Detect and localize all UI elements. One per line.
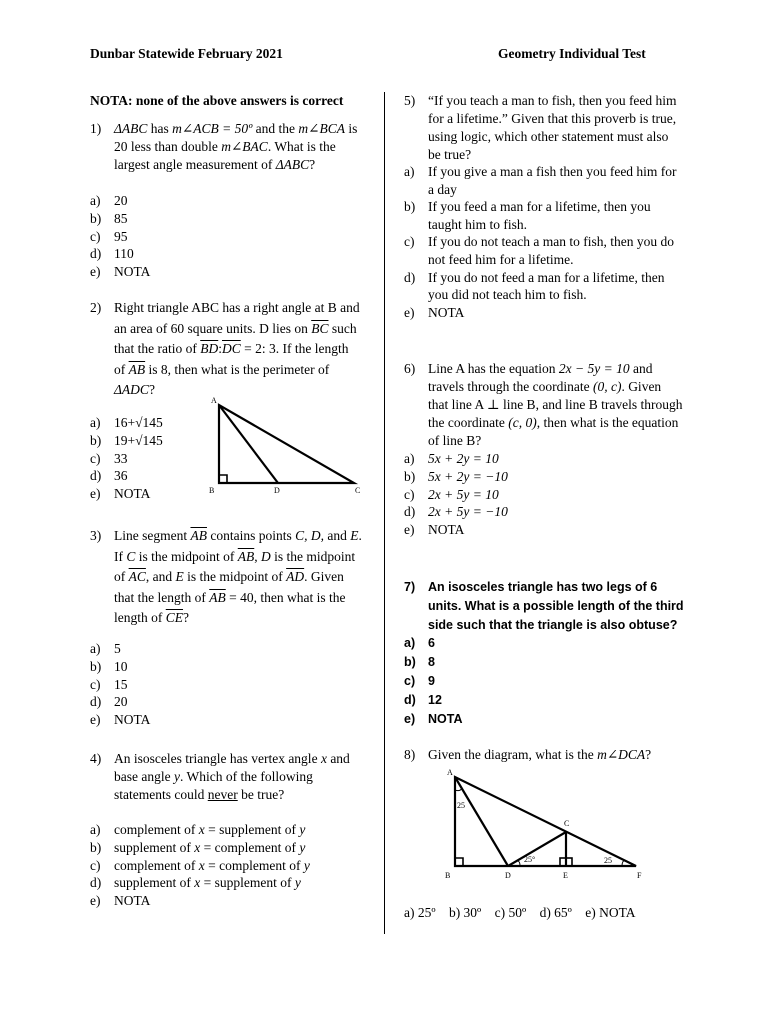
option — [404, 468, 684, 486]
option-letter: a) — [404, 451, 415, 466]
option — [404, 233, 684, 268]
option-text: supplement of x = supplement of y — [114, 875, 301, 891]
option-text: 19+√145 — [114, 432, 163, 448]
question-text: An isosceles triangle has two legs of 6 units. What is a possible length of the third side such that the triangle is also obtuse? — [428, 580, 684, 632]
label-e: E — [563, 871, 568, 880]
text: Right triangle ABC has a right angle at B and an area of 60 square units. D lies on — [114, 300, 360, 336]
math: ΔADC — [114, 382, 149, 397]
text: . What is the largest angle measurement of — [114, 139, 336, 172]
option-text: NOTA — [114, 893, 151, 909]
option-letter: d) — [404, 269, 416, 285]
question-number: 1) — [90, 121, 102, 136]
question-1 — [90, 120, 362, 174]
option-letter: b) — [90, 210, 102, 226]
option — [404, 503, 684, 521]
option: e) NOTA — [585, 905, 636, 920]
option-letter: d) — [404, 693, 416, 707]
option — [90, 192, 362, 210]
segment: $\overline{BC}$ — [311, 320, 329, 336]
q2-triangle-diagram — [204, 395, 364, 495]
text: = 40, then what is the length of — [114, 589, 346, 625]
question-number: 7) — [404, 580, 416, 594]
option-letter: e) — [404, 522, 415, 538]
text: . Which of the following statements could — [114, 769, 313, 802]
option — [90, 839, 362, 857]
option-text: NOTA — [428, 522, 465, 538]
option-text: NOTA — [428, 712, 463, 726]
option — [90, 245, 362, 263]
option — [90, 658, 362, 676]
option — [90, 711, 362, 729]
option-text: supplement of x = complement of y — [114, 839, 306, 855]
math: m∠BAC — [221, 139, 268, 154]
text: . Given that line A ⊥ line B, and line B travels through the coordinate — [428, 379, 683, 430]
text: and — [324, 528, 351, 543]
option — [90, 676, 362, 694]
math: C — [126, 548, 136, 564]
option — [404, 450, 684, 468]
option-text: 15 — [114, 676, 128, 692]
angle-label-a: 25 — [457, 801, 465, 810]
option: b) 30º — [448, 905, 482, 920]
question-8 — [404, 746, 684, 764]
question-number: 4) — [90, 751, 102, 766]
option-letter: e) — [404, 712, 416, 726]
text: is 8, then what is the perimeter of — [145, 361, 330, 377]
label-a: A — [447, 768, 453, 777]
option-letter: c) — [90, 450, 101, 466]
option-text: NOTA — [114, 712, 151, 728]
option — [404, 691, 684, 710]
option-letter: e) — [404, 304, 415, 320]
option-letter: d) — [90, 875, 102, 891]
option-letter: a) — [90, 193, 101, 208]
option — [404, 634, 684, 653]
option-letter: b) — [404, 199, 416, 215]
question-text — [114, 526, 362, 629]
triangle-abc — [219, 405, 354, 483]
text: and travels through the coordinate — [428, 361, 653, 394]
label-c: C — [564, 819, 570, 828]
text: and base angle — [114, 751, 350, 784]
option-text: 20 — [114, 694, 128, 710]
segment: $\overline{AC}$ — [128, 569, 146, 584]
segment: $\overline{CE}$ — [165, 610, 184, 625]
segment: $\overline{AB}$ — [237, 548, 255, 564]
question-number: 2) — [90, 300, 102, 315]
option-text: 10 — [114, 658, 128, 674]
q5-options — [404, 163, 684, 321]
question-7 — [404, 578, 684, 635]
text: . Given that the length of — [114, 569, 344, 605]
text: and the — [252, 121, 299, 136]
text: : — [218, 341, 222, 356]
option-text: 6 — [428, 636, 435, 650]
question-number: 5) — [404, 93, 416, 108]
option — [404, 672, 684, 691]
text: ? — [309, 157, 316, 172]
text: = 2: 3. If the length of — [114, 341, 349, 377]
option-letter: c) — [404, 674, 416, 688]
q3-options — [90, 640, 362, 729]
option — [90, 821, 362, 839]
option-letter: e) — [90, 264, 101, 280]
text: Line A has the equation — [428, 361, 559, 376]
text: is 20 less than double — [114, 121, 358, 154]
option-letter: c) — [404, 234, 415, 250]
option — [404, 198, 684, 233]
q4-options — [90, 821, 362, 910]
math: y — [173, 769, 180, 784]
label-d: D — [505, 871, 511, 880]
math: D — [261, 548, 271, 564]
math: E — [350, 528, 359, 543]
option — [404, 653, 684, 672]
math: C, D, — [295, 528, 324, 543]
segment: $\overline{AB}$ — [128, 361, 146, 377]
option-text: If you do not feed a man for a lifetime, then you did not teach him to fish. — [428, 269, 665, 303]
text: has — [147, 121, 173, 136]
option-text: 36 — [114, 468, 128, 484]
option-letter: e) — [90, 893, 101, 909]
text: . If — [114, 528, 362, 564]
q7-options — [404, 634, 684, 729]
text: Line segment — [114, 528, 191, 543]
option-letter: b) — [90, 839, 102, 855]
q1-options — [90, 192, 362, 281]
option-letter: b) — [404, 655, 416, 669]
label-f: F — [637, 871, 642, 880]
option: c) 50º — [494, 905, 527, 920]
text: Given the diagram, what is the — [428, 747, 598, 762]
label-c: C — [355, 486, 361, 495]
option-text: 33 — [114, 450, 128, 466]
math: m∠DCA — [597, 747, 646, 762]
option-letter: c) — [90, 857, 101, 873]
option-text: 8 — [428, 655, 435, 669]
nota-note: NOTA: none of the above answers is correct — [90, 93, 344, 108]
math: m∠ACB = 50º — [172, 121, 253, 136]
option-text: 9 — [428, 674, 435, 688]
option-text: 2x + 5y = −10 — [428, 504, 508, 520]
option-letter: d) — [404, 504, 416, 520]
option-letter: e) — [90, 712, 101, 728]
label-b: B — [445, 871, 451, 880]
text: be true? — [237, 787, 285, 802]
option-text: complement of x = complement of y — [114, 857, 310, 873]
option-letter: c) — [404, 486, 415, 502]
text: is the midpoint of — [114, 548, 356, 584]
text: ? — [183, 610, 190, 625]
math: x — [320, 751, 327, 766]
option-text: 85 — [114, 210, 128, 226]
option-text: NOTA — [114, 264, 151, 280]
text: , — [254, 548, 262, 564]
right-angle-mark — [219, 475, 227, 483]
option — [404, 163, 684, 198]
option — [90, 892, 362, 910]
option-text: If you do not teach a man to fish, then you do not feed him for a lifetime. — [428, 234, 674, 267]
q6-options — [404, 450, 684, 539]
math: (0, c) — [592, 379, 622, 394]
question-6 — [404, 360, 684, 450]
math: 2x − 5y = 10 — [558, 361, 630, 376]
option-text: 5 — [114, 641, 121, 656]
angle-label-d: 25° — [524, 855, 536, 864]
option-text: complement of x = supplement of y — [114, 822, 306, 837]
option — [90, 693, 362, 711]
q8-triangle-diagram — [440, 768, 650, 886]
question-number: 3) — [90, 528, 102, 543]
option-letter: a) — [404, 636, 416, 650]
option-letter: b) — [404, 468, 416, 484]
segment: $\overline{AB}$ — [209, 589, 226, 605]
option-text: If you feed a man for a lifetime, then you taught him to fish. — [428, 199, 651, 232]
text: such that the ratio of — [114, 320, 357, 356]
segment: $\overline{AD}$ — [286, 569, 305, 584]
question-5 — [404, 92, 684, 164]
question-text — [114, 750, 362, 804]
option-text: 5x + 2y = 10 — [428, 451, 499, 466]
option-letter: d) — [90, 694, 102, 710]
segment: $\overline{DC}$ — [222, 341, 241, 356]
option-text: 110 — [114, 246, 134, 262]
option — [90, 857, 362, 875]
option: d) 65º — [539, 905, 572, 920]
option-text: 16+√145 — [114, 415, 163, 430]
text: is the midpoint of — [135, 548, 238, 564]
option-text: 5x + 2y = −10 — [428, 468, 508, 484]
option-letter: c) — [90, 228, 101, 244]
option — [90, 640, 362, 658]
math: (c, 0) — [508, 415, 537, 430]
text: , and — [145, 569, 176, 584]
segment-ad — [219, 405, 278, 483]
option — [90, 228, 362, 246]
math: m∠BCA — [298, 121, 345, 136]
option-text: NOTA — [114, 486, 151, 502]
option-letter: a) — [90, 415, 101, 430]
question-3 — [90, 526, 362, 629]
text: An isosceles triangle has vertex angle — [114, 751, 321, 766]
text: , then what is the equation of line B? — [428, 415, 679, 448]
column-divider — [384, 92, 385, 934]
header-right: Geometry Individual Test — [498, 46, 646, 61]
question-4 — [90, 750, 362, 804]
label-b: B — [209, 486, 215, 495]
angle-label-f: 25 — [604, 856, 612, 865]
segment: $\overline{AB}$ — [190, 528, 207, 543]
question-text — [114, 120, 362, 174]
underlined-text: never — [207, 787, 238, 802]
option-letter: d) — [90, 246, 102, 262]
segment: $\overline{BD}$ — [200, 341, 219, 356]
question-number: 8) — [404, 747, 416, 762]
question-text: “If you teach a man to fish, then you feed him for a lifetime.” Given that this proverb is true, using logic, which other statement must also be true? — [428, 93, 677, 162]
option — [404, 710, 684, 729]
option-letter: c) — [90, 676, 101, 692]
option — [404, 486, 684, 504]
option — [404, 521, 684, 539]
option-text: 2x + 5y = 10 — [428, 486, 499, 502]
option-letter: a) — [90, 822, 101, 837]
question-2 — [90, 298, 362, 401]
option-text: NOTA — [428, 304, 465, 320]
header-left: Dunbar Statewide February 2021 — [90, 46, 283, 61]
option-text: 95 — [114, 228, 128, 244]
option-text: If you give a man a fish then you feed him for a day — [428, 164, 677, 197]
text: ? — [148, 382, 155, 397]
math: ΔABC — [114, 121, 148, 136]
option — [404, 269, 684, 304]
option-letter: b) — [90, 658, 102, 674]
option — [90, 874, 362, 892]
label-a: A — [211, 396, 217, 405]
option — [404, 304, 684, 322]
option-letter: e) — [90, 486, 101, 502]
text: contains points — [206, 528, 296, 543]
option-letter: a) — [404, 164, 415, 179]
q8-options — [404, 904, 684, 922]
option-letter: d) — [90, 468, 102, 484]
option — [90, 210, 362, 228]
option-letter: a) — [90, 641, 101, 656]
question-text — [428, 746, 684, 764]
text: is the midpoint of — [183, 569, 287, 584]
label-d: D — [274, 486, 280, 495]
option — [90, 263, 362, 281]
right-angle-mark-b — [455, 858, 463, 866]
text: ? — [645, 747, 652, 762]
question-text — [114, 298, 362, 401]
option-text: 12 — [428, 693, 442, 707]
option-letter: b) — [90, 432, 102, 448]
question-number: 6) — [404, 361, 416, 376]
math: E — [175, 569, 184, 584]
option-text: 20 — [114, 193, 128, 208]
math: ΔABC — [275, 157, 310, 172]
question-text — [428, 360, 684, 450]
option: a) 25º — [404, 905, 436, 920]
